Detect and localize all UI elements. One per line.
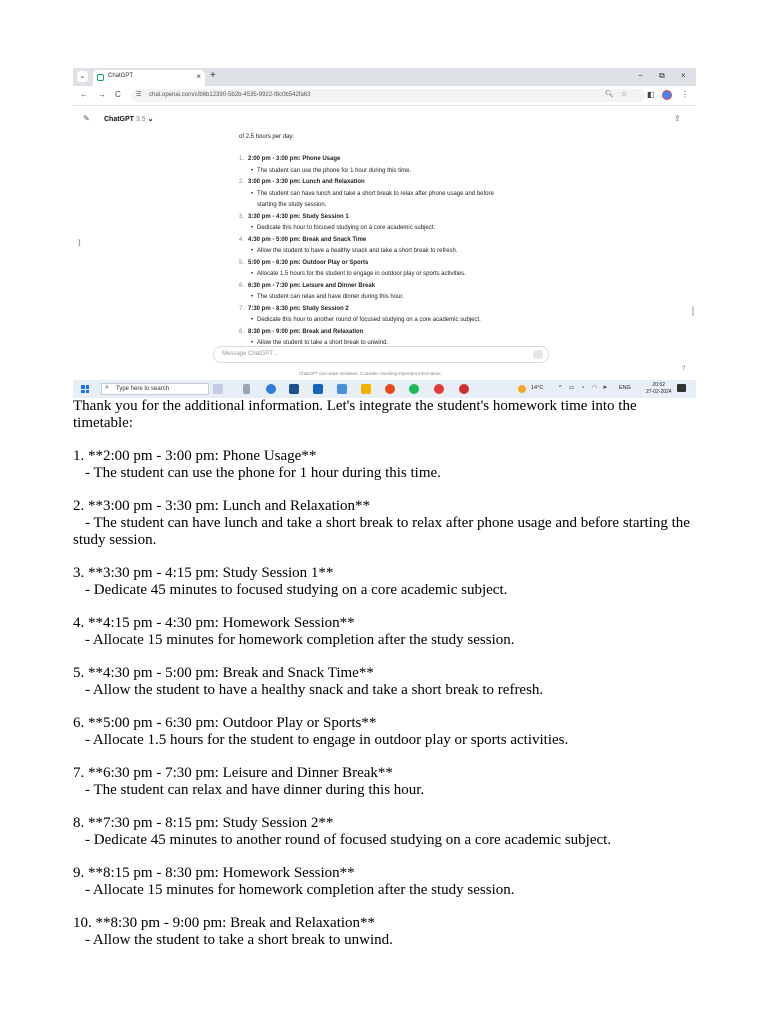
share-icon[interactable]: ⇪ <box>674 114 681 123</box>
clock-time: 20:02 <box>652 382 666 388</box>
item-detail-text: Allow the student to have a healthy snack and take a short break to refresh. <box>257 248 458 254</box>
timetable-item-heading <box>239 154 569 166</box>
item-detail-text: Dedicate this hour to another round of focused studying on a core academic subject. <box>257 317 481 323</box>
search-icon: ⌕ <box>105 384 109 391</box>
transcript-item <box>73 565 693 599</box>
bullet-icon: • <box>251 317 254 323</box>
item-heading-text: 8:30 pm - 9:00 pm: Break and Relaxation <box>248 328 364 335</box>
item-heading-text: 7:30 pm - 8:30 pm: Study Session 2 <box>248 305 349 312</box>
bookmark-star-icon[interactable]: ☆ <box>621 91 628 98</box>
restore-button[interactable]: ⧉ <box>659 71 665 80</box>
back-button[interactable]: ← <box>80 90 88 99</box>
bullet-icon: • <box>251 225 254 231</box>
url-text: chat.openai.com/c/b6b12390-5b2b-4535-9922-f8c0b542fa63 <box>149 92 311 98</box>
tab-chatgpt[interactable] <box>93 70 205 86</box>
tab-close-icon[interactable]: × <box>196 72 201 81</box>
transcript-item <box>73 915 693 949</box>
transcript-item-heading: 1. **2:00 pm - 3:00 pm: Phone Usage** <box>73 448 317 464</box>
mail-icon[interactable] <box>313 384 323 394</box>
item-detail-text: The student can use the phone for 1 hour during this time. <box>257 167 412 174</box>
folder-icon[interactable] <box>361 384 371 394</box>
transcript-item-detail: - Allocate 15 minutes for homework completion after the study session. <box>85 632 515 648</box>
chatgpt-favicon-icon <box>97 74 104 81</box>
transcript-item-heading: 8. **7:30 pm - 8:15 pm: Study Session 2** <box>73 815 334 831</box>
chrome-icon[interactable] <box>385 384 395 394</box>
assistant-message <box>239 134 569 350</box>
transcript-item-heading: 2. **3:00 pm - 3:30 pm: Lunch and Relaxation** <box>73 498 371 514</box>
scrollbar-thumb[interactable] <box>692 306 694 316</box>
new-tab-button[interactable]: + <box>210 70 216 81</box>
item-detail <box>239 246 569 258</box>
timetable-item-heading <box>239 327 569 339</box>
timetable-item <box>239 154 569 177</box>
item-number: 4. <box>239 236 245 243</box>
bullet-icon: • <box>251 167 254 174</box>
transcript-item-heading: 4. **4:15 pm - 4:30 pm: Homework Session** <box>73 615 355 631</box>
wifi-icon[interactable]: ◠ <box>592 385 597 391</box>
transcript <box>73 398 693 965</box>
transcript-item-heading: 9. **8:15 pm - 8:30 pm: Homework Session** <box>73 865 355 881</box>
screenshot-window <box>73 68 696 398</box>
forward-button[interactable]: → <box>98 90 106 99</box>
zoom-icon[interactable]: 🔍︎ <box>605 91 614 98</box>
bullet-icon: • <box>251 271 254 277</box>
reload-button[interactable]: C <box>115 90 121 99</box>
item-number: 5. <box>239 259 245 266</box>
chrome-profile-icon[interactable] <box>434 384 444 394</box>
transcript-item-detail: - Dedicate 45 minutes to focused studying on a core academic subject. <box>85 582 508 598</box>
task-view-icon[interactable] <box>243 384 250 394</box>
bullet-icon: • <box>251 294 254 300</box>
bullet-icon: • <box>251 340 254 346</box>
files-icon[interactable] <box>337 384 347 394</box>
timetable-item <box>239 304 569 327</box>
item-heading-text: 4:30 pm - 5:00 pm: Break and Snack Time <box>248 236 367 243</box>
item-detail <box>239 189 569 201</box>
notification-icon[interactable] <box>677 384 686 392</box>
message-composer[interactable] <box>213 346 549 363</box>
edge-icon[interactable] <box>266 384 276 394</box>
item-detail <box>239 292 569 304</box>
item-heading-text: 3:30 pm - 4:30 pm: Study Session 1 <box>248 213 349 220</box>
transcript-item-detail: - The student can use the phone for 1 hour during this time. <box>85 465 441 481</box>
model-version: 3.5 <box>135 116 146 123</box>
transcript-item-detail: - Allow the student to take a short break to unwind. <box>85 932 393 948</box>
timetable-item-heading <box>239 258 569 270</box>
transcript-item <box>73 615 693 649</box>
transcript-item-detail: - The student can have lunch and take a short break to relax after phone usage and before starting the study session. <box>73 515 690 548</box>
item-heading-text: 5:00 pm - 6:30 pm: Outdoor Play or Sports <box>248 259 369 266</box>
transcript-item-heading: 6. **5:00 pm - 6:30 pm: Outdoor Play or Sports** <box>73 715 377 731</box>
model-name: ChatGPT <box>104 116 134 123</box>
site-info-icon[interactable]: ☰ <box>136 92 142 98</box>
item-detail <box>239 269 569 281</box>
model-selector[interactable]: ChatGPT 3.5 ⌄ <box>104 116 154 123</box>
bullet-icon: • <box>251 190 254 197</box>
address-bar[interactable] <box>131 89 645 102</box>
item-detail-text: The student can have lunch and take a short break to relax after phone usage and before <box>257 190 494 197</box>
timetable-item <box>239 177 569 212</box>
transcript-item-detail: - Allow the student to have a healthy snack and take a short break to refresh. <box>85 682 544 698</box>
timetable-item-heading <box>239 281 569 293</box>
transcript-item-detail: - Allocate 1.5 hours for the student to engage in outdoor play or sports activities. <box>85 732 569 748</box>
transcript-item <box>73 448 693 482</box>
profile-avatar[interactable] <box>662 90 672 100</box>
item-detail-text: Allocate 1.5 hours for the student to engage in outdoor play or sports activities. <box>257 271 466 277</box>
disclaimer-text: ChatGPT can make mistakes. Consider checking important information. <box>299 371 442 376</box>
transcript-item <box>73 715 693 749</box>
close-window-button[interactable]: × <box>681 71 686 80</box>
transcript-item-detail: - The student can relax and have dinner during this hour. <box>85 782 425 798</box>
taskbar-search-placeholder: Type here to search <box>116 386 170 392</box>
timetable-item-heading <box>239 212 569 224</box>
tab-title: ChatGPT <box>108 73 134 79</box>
item-heading-text: 2:00 pm - 3:00 pm: Phone Usage <box>248 156 341 162</box>
store-icon[interactable] <box>289 384 299 394</box>
item-number: 1. <box>239 156 245 162</box>
transcript-item-heading: 5. **4:30 pm - 5:00 pm: Break and Snack Time** <box>73 665 374 681</box>
item-number: 3. <box>239 213 245 220</box>
clock-date: 27-02-2024 <box>646 389 672 395</box>
item-number: 2. <box>239 179 245 185</box>
transcript-item <box>73 498 693 549</box>
transcript-item <box>73 865 693 899</box>
transcript-item-detail: - Allocate 15 minutes for homework completion after the study session. <box>85 882 515 898</box>
item-detail <box>239 223 569 235</box>
timetable-item <box>239 258 569 281</box>
send-button[interactable] <box>533 350 543 359</box>
clock[interactable] <box>646 382 672 396</box>
item-detail-text: Allow the student to take a short break to unwind. <box>257 340 389 346</box>
tab-strip <box>73 68 696 86</box>
item-number: 6. <box>239 282 245 289</box>
chatgpt-page <box>73 106 696 380</box>
item-number: 7. <box>239 305 245 312</box>
timetable-item-heading <box>239 304 569 316</box>
transcript-item-detail: - Dedicate 45 minutes to another round of focused studying on a core academic subject. <box>85 832 612 848</box>
message-input[interactable]: Message ChatGPT… <box>222 351 280 357</box>
taskbar-search[interactable] <box>101 383 209 395</box>
transcript-item-heading: 10. **8:30 pm - 9:00 pm: Break and Relaxation** <box>73 915 376 931</box>
transcript-item <box>73 815 693 849</box>
transcript-item <box>73 665 693 699</box>
item-detail-text: Dedicate this hour to focused studying on a core academic subject. <box>257 225 436 231</box>
item-detail-text: starting the study session. <box>257 202 327 208</box>
timetable-item <box>239 281 569 304</box>
transcript-item <box>73 765 693 799</box>
transcript-intro: Thank you for the additional information. Let's integrate the student's homework time into the timetable: <box>73 398 637 431</box>
windows-start-icon[interactable] <box>81 385 89 393</box>
windows-taskbar <box>73 380 696 398</box>
item-detail <box>239 200 569 212</box>
spotify-icon[interactable] <box>409 384 419 394</box>
weather-icon[interactable] <box>518 385 526 393</box>
bullet-icon: • <box>251 248 254 254</box>
weather-temp[interactable]: 14°C <box>531 385 544 391</box>
item-heading-text: 6:30 pm - 7:30 pm: Leisure and Dinner Break <box>248 282 376 289</box>
battery-icon[interactable]: ▭ <box>569 385 575 391</box>
transcript-item-heading: 7. **6:30 pm - 7:30 pm: Leisure and Dinner Break** <box>73 765 393 781</box>
transcript-item-heading: 3. **3:30 pm - 4:15 pm: Study Session 1** <box>73 565 334 581</box>
side-panel-icon[interactable]: ◧ <box>647 90 655 99</box>
volume-icon[interactable]: 🕪︎ <box>603 385 607 391</box>
timetable-item <box>239 212 569 235</box>
timetable-item-heading <box>239 235 569 247</box>
item-heading-text: 3:00 pm - 3:30 pm: Lunch and Relaxation <box>248 179 365 185</box>
new-chat-icon[interactable]: ✎ <box>83 114 90 123</box>
message-intro: of 2.5 hours per day: <box>239 134 295 140</box>
tab-search-icon[interactable]: ⌄ <box>77 71 88 82</box>
browser-menu-icon[interactable]: ⋮ <box>681 90 689 99</box>
item-number: 8. <box>239 328 245 335</box>
help-icon[interactable]: ? <box>682 366 686 372</box>
timetable-list <box>239 154 569 350</box>
sidebar-toggle-icon[interactable]: ) <box>78 238 81 247</box>
timetable-item-heading <box>239 177 569 189</box>
minimize-button[interactable]: − <box>638 71 643 80</box>
item-detail-text: The student can relax and have dinner during this hour. <box>257 294 404 300</box>
timetable-item <box>239 235 569 258</box>
chrome-profile-2-icon[interactable] <box>459 384 469 394</box>
browser-toolbar <box>73 86 696 106</box>
item-detail <box>239 315 569 327</box>
widget-icon[interactable] <box>213 384 223 394</box>
network-icon[interactable]: ◔ <box>581 385 585 391</box>
item-detail <box>239 166 569 178</box>
tray-overflow-icon[interactable]: ^ <box>559 385 562 391</box>
transcript-list <box>73 448 693 949</box>
language-indicator[interactable]: ENG <box>619 385 631 391</box>
